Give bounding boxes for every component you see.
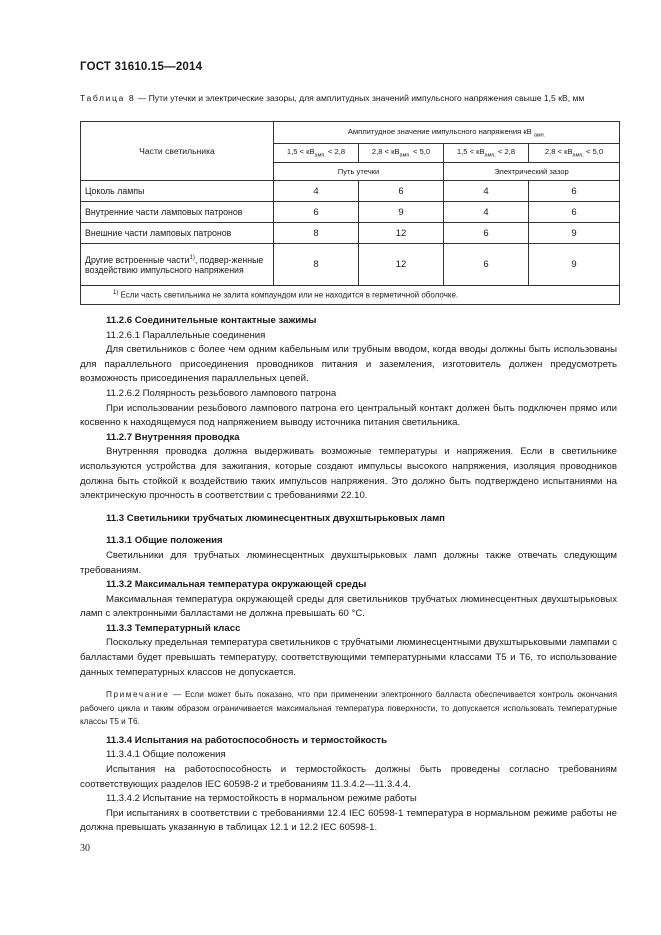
range-2-b: < 5,0 (410, 147, 431, 157)
table-row (81, 244, 620, 286)
document-body (80, 314, 617, 836)
subsection-heading: 11.3.4.2 Испытание на термостойкость в нормальном режиме работы (106, 793, 417, 805)
section-heading: 11.3.1 Общие положения (106, 535, 223, 547)
table-header-row (81, 122, 620, 144)
row-value: 4 (274, 181, 359, 202)
row-part-rest: , подвер-женные воздействию импульсного напряжения (85, 254, 264, 276)
header-range-3 (444, 144, 529, 163)
footnote-text: Если часть светильника не залита компаундом или не находится в герметичной оболочке. (118, 290, 459, 300)
row-value: 9 (529, 244, 620, 286)
header-amplitude-text: Амплитудное значение импульсного напряжения кВ (347, 126, 532, 136)
range-2-a: 2,8 < кВ (371, 147, 400, 157)
header-range-4 (529, 144, 620, 163)
row-value: 6 (529, 181, 620, 202)
range-3-b: < 2,8 (495, 147, 516, 157)
table-row (81, 181, 620, 202)
paragraph: При использовании резьбового лампового патрона его центральный контакт должен быть подключен прямо или косвенно к находящемуся под напряжением выводу источника питания светильника. (80, 402, 617, 429)
section-heading: 11.2.7 Внутренняя проводка (106, 431, 240, 443)
footnote-mark: 1) (113, 290, 119, 297)
row-part: Внешние части ламповых патронов (81, 223, 274, 244)
paragraph: Светильники для трубчатых люминесцентных двухштырьковых ламп должны также отвечать следующим требованиям. (80, 549, 617, 576)
row-part-sup: 1) (189, 254, 195, 261)
row-value: 8 (274, 223, 359, 244)
row-value: 6 (444, 223, 529, 244)
row-part: Цоколь лампы (81, 181, 274, 202)
table-row (81, 223, 620, 244)
paragraph: Испытания на работоспособность и термостойкость должны быть проведены согласно требованиям соответствующих разделов IEC 60598-2 и требованиям 11.3.4.2—11.3.4.4. (80, 763, 617, 790)
header-amplitude-sub: амп. (533, 132, 546, 139)
range-4-a: 2,8 < кВ (544, 147, 573, 157)
row-value: 6 (529, 202, 620, 223)
paragraph: При испытаниях в соответствии с требованиями 12.4 IEC 60598-1 температура в нормальном режиме работы не должна превышать указанную в таблицах 12.1 и 12.2 IEC 60598-1. (80, 807, 617, 834)
range-4-sub: амп. (572, 152, 584, 159)
document-header: ГОСТ 31610.15—2014 (80, 61, 203, 73)
row-value: 9 (359, 202, 444, 223)
header-range-2 (359, 144, 444, 163)
section-heading: 11.2.6 Соединительные контактные зажимы (106, 315, 317, 326)
row-value: 6 (359, 181, 444, 202)
range-1-a: 1,5 < кВ (286, 147, 315, 157)
page-number: 30 (80, 843, 90, 854)
row-part (81, 244, 274, 286)
row-part: Внутренние части ламповых патронов (81, 202, 274, 223)
paragraph: Максимальная температура окружающей среды для светильников трубчатых люминесцентных двухштырьковых ламп с электронными балластами не должна превышать 60 °С. (80, 593, 617, 620)
table-footnote-row (81, 286, 620, 305)
row-value: 4 (444, 181, 529, 202)
row-value: 12 (359, 223, 444, 244)
table-caption-label: Таблица 8 (80, 93, 136, 103)
section-heading: 11.3.3 Температурный класс (106, 622, 241, 634)
subsection-heading: 11.3.4.1 Общие положения (106, 749, 226, 761)
header-amplitude (274, 122, 620, 144)
header-range-1 (274, 144, 359, 163)
range-4-b: < 5,0 (583, 147, 604, 157)
table-footnote (81, 286, 620, 305)
section-heading: 11.3 Светильники трубчатых люминесцентных двухштырьковых ламп (106, 512, 445, 524)
row-value: 9 (529, 223, 620, 244)
paragraph: Для светильников с более чем одним кабельным или трубным вводом, когда вводы должны быть использованы для параллельного присоединения проводников питания и заземления, изготовитель должен предусмотреть возможность присоединения параллельных цепей. (80, 344, 617, 385)
range-3-sub: амп. (484, 152, 496, 159)
table-row (81, 202, 620, 223)
header-clearance: Электрический зазор (444, 163, 620, 181)
note-text: — Если может быть показано, что при применении электронного балласта обеспечивается контроль окончания рабочего цикла и таким образом ограничивается максимальная температура поверхности, то допускается использовать температурные классы Т5 и Т6. (80, 690, 617, 727)
paragraph: Внутренняя проводка должна выдерживать возможные температуры и напряжения. Если в светильнике используются устройства для зажигания, которые создают импульсы высокого напряжения, изоляция проводников должна быть стойкой к воздействию таких импульсов напряжения. Это должно быть подтверждено испытаниями на электрическую прочность в соответствии с требованиями 22.10. (80, 446, 617, 502)
note-paragraph (80, 688, 617, 729)
row-value: 6 (274, 202, 359, 223)
row-value: 8 (274, 244, 359, 286)
subsection-heading: 11.2.6.2 Полярность резьбового лампового патрона (106, 387, 337, 399)
section-heading: 11.3.4 Испытания на работоспособность и термостойкость (106, 734, 388, 746)
range-1-sub: амп. (314, 152, 326, 159)
paragraph: Поскольку предельная температура светильников с трубчатыми люминесцентными двухштырьковыми лампами с балластами будет превышать температуру, соответствующими температурными классами Т5 и Т6, то использование данных температурных классов не допускается. (80, 637, 617, 678)
header-creepage: Путь утечки (274, 163, 444, 181)
range-1-b: < 2,8 (325, 147, 346, 157)
header-parts: Части светильника (81, 122, 274, 181)
note-label: Примечание (106, 690, 170, 700)
row-value: 4 (444, 202, 529, 223)
row-value: 12 (359, 244, 444, 286)
table-caption-text: — Пути утечки и электрические зазоры, для амплитудных значений импульсного напряжения свыше 1,5 кВ, мм (135, 93, 585, 103)
range-3-a: 1,5 < кВ (456, 147, 485, 157)
section-heading: 11.3.2 Максимальная температура окружающей среды (106, 579, 367, 591)
subsection-heading: 11.2.6.1 Параллельные соединения (106, 329, 266, 341)
clearance-table (80, 121, 620, 305)
row-part-text: Другие встроенные части (85, 254, 190, 265)
row-value: 6 (444, 244, 529, 286)
range-2-sub: амп. (399, 152, 411, 159)
table-caption (80, 92, 620, 104)
